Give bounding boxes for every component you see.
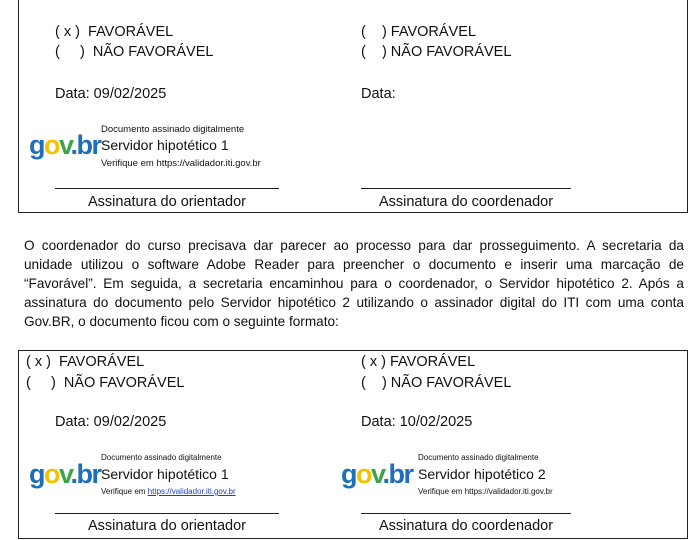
- option-favorable-right: ( ) FAVORÁVEL: [361, 24, 476, 40]
- date-left: Data: 09/02/2025: [55, 86, 167, 102]
- explanation-paragraph: O coordenador do curso precisava dar parecer ao processo para dar prosseguimento. A secretaria da unidade utilizou o software Adobe Reader para preencher o documento e inserir uma marcação de “Favorável”. Em seguida, a secretaria encaminhou para o coordenador, o Servidor hipotético 2. Após a assinatura do documento pelo Servidor hipotético 2 utilizando o assinador digital do ITI com uma conta Gov.BR, o documento ficou com o seguinte formato:: [24, 238, 684, 329]
- verify-text: Verifique em https://validador.iti.gov.br: [101, 487, 236, 496]
- option-unfavorable-left: ( ) NÃO FAVORÁVEL: [26, 375, 185, 391]
- date-left: Data: 09/02/2025: [55, 414, 167, 430]
- signature-line-left: [55, 513, 279, 514]
- form-after: [18, 350, 688, 539]
- date-right: Data:: [361, 86, 396, 102]
- signed-label: Documento assinado digitalmente: [418, 453, 539, 462]
- signature-line-right: [361, 188, 571, 189]
- caption-advisor: Assinatura do orientador: [88, 518, 246, 534]
- verify-text: Verifique em https://validador.iti.gov.br: [101, 158, 261, 169]
- govbr-logo: gov.br: [29, 459, 101, 489]
- govbr-logo: gov.br: [29, 130, 101, 160]
- signer-name: Servidor hipotético 2: [418, 466, 546, 482]
- option-favorable-left: ( x ) FAVORÁVEL: [26, 354, 145, 370]
- verify-link[interactable]: https://validador.iti.gov.br: [147, 487, 236, 496]
- option-favorable-left: ( x ) FAVORÁVEL: [55, 24, 174, 40]
- option-unfavorable-right: ( ) NÃO FAVORÁVEL: [361, 375, 512, 391]
- verify-text: Verifique em https://validador.iti.gov.br: [418, 487, 553, 496]
- signature-line-left: [55, 188, 279, 189]
- form-before: [18, 0, 688, 213]
- option-unfavorable-right: ( ) NÃO FAVORÁVEL: [361, 44, 512, 60]
- caption-coordinator: Assinatura do coordenador: [378, 518, 554, 534]
- signed-label: Documento assinado digitalmente: [101, 124, 245, 135]
- date-right: Data: 10/02/2025: [361, 414, 473, 430]
- option-favorable-right: ( x ) FAVORÁVEL: [361, 354, 476, 370]
- signed-label: Documento assinado digitalmente: [101, 453, 222, 462]
- signer-name: Servidor hipotético 1: [101, 466, 229, 482]
- caption-coordinator: Assinatura do coordenador: [378, 194, 554, 210]
- signature-line-right: [361, 513, 571, 514]
- signer-name: Servidor hipotético 1: [101, 137, 229, 153]
- option-unfavorable-left: ( ) NÃO FAVORÁVEL: [55, 44, 214, 60]
- caption-advisor: Assinatura do orientador: [88, 194, 246, 210]
- govbr-logo: gov.br: [341, 459, 413, 489]
